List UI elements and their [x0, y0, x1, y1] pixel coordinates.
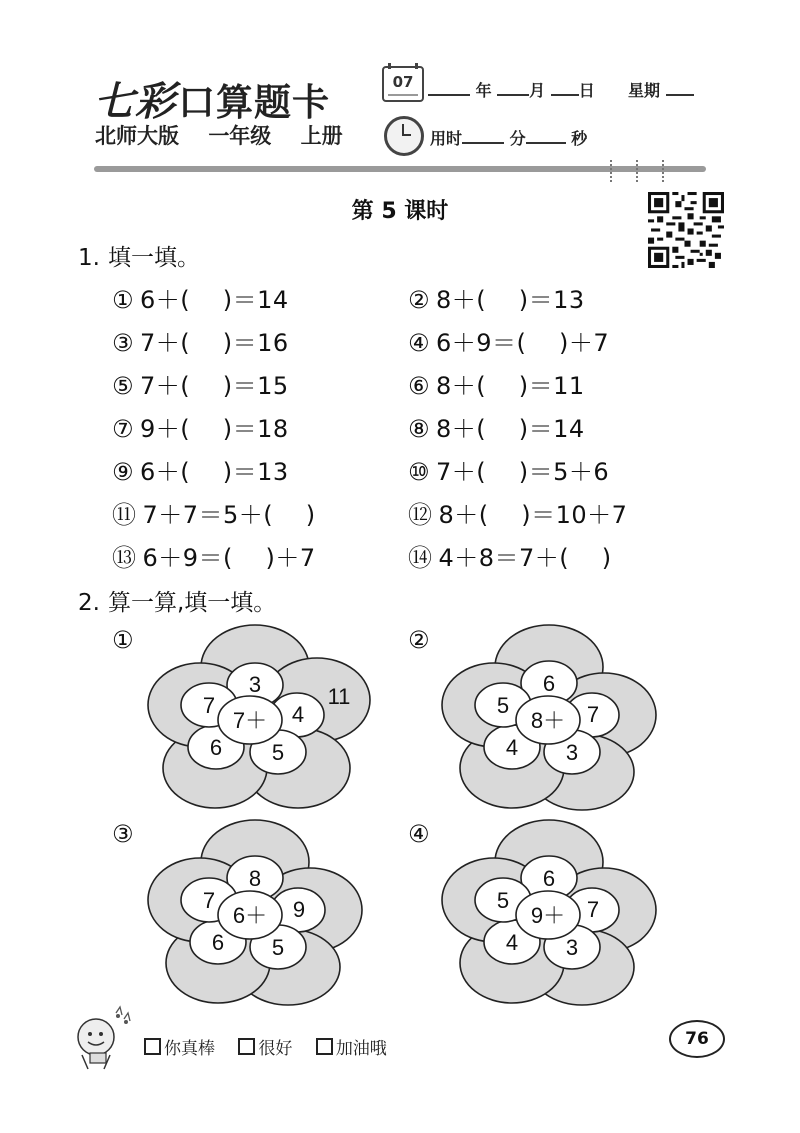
seconds-blank[interactable] [526, 128, 566, 144]
equation-item[interactable]: ⑫ 8＋( )＝10＋7 [408, 501, 628, 529]
weekday-label: 星期 [627, 81, 660, 100]
rating-options [144, 1034, 405, 1059]
calendar-icon [382, 66, 424, 102]
calendar-day: 07 [392, 73, 414, 91]
equation-item[interactable]: ⑩ 7＋( )＝5＋6 [408, 458, 610, 486]
clock-icon [384, 116, 424, 156]
petal-number: 4 [291, 702, 305, 727]
brand-title-part1: 七彩 [94, 78, 176, 125]
petal-number: 3 [565, 935, 579, 960]
petal-number: 5 [271, 935, 285, 960]
section2-title: 算一算,填一填。 [107, 590, 277, 616]
rating-option-great[interactable]: 你真棒 [144, 1039, 215, 1059]
mascot-icon [68, 1003, 138, 1073]
petal-number: 3 [565, 740, 579, 765]
flower-label: ③ [112, 820, 134, 848]
center-operator: 7＋ [232, 708, 268, 733]
flower-diagram [434, 815, 664, 1005]
brand-title-part2: 口算题卡 [178, 81, 330, 124]
equation-item[interactable]: ⑬ 6＋9＝( )＋7 [112, 544, 316, 572]
equation-item[interactable]: ⑧ 8＋( )＝14 [408, 415, 585, 443]
month-blank[interactable] [497, 80, 529, 96]
equation-item[interactable]: ② 8＋( )＝13 [408, 286, 585, 314]
flower-diagram [140, 620, 370, 810]
center-operator: 9＋ [530, 903, 566, 928]
section2-number: 2. [78, 590, 100, 616]
center-operator: 6＋ [232, 903, 268, 928]
binding-mark [636, 160, 643, 182]
section1-heading [78, 239, 200, 272]
equation-item[interactable]: ⑨ 6＋( )＝13 [112, 458, 289, 486]
petal-number: 3 [248, 672, 262, 697]
equation-item[interactable]: ⑥ 8＋( )＝11 [408, 372, 585, 400]
seconds-label: 秒 [571, 129, 588, 148]
center-operator: 8＋ [530, 708, 566, 733]
year-blank[interactable] [428, 80, 470, 96]
petal-number: 6 [542, 671, 556, 696]
brand-title [94, 70, 330, 127]
weekday-blank[interactable] [666, 80, 694, 96]
petal-number: 4 [505, 735, 519, 760]
minutes-blank[interactable] [462, 128, 504, 144]
equation-item[interactable]: ⑤ 7＋( )＝15 [112, 372, 289, 400]
equation-item[interactable]: ⑭ 4＋8＝7＋( ) [408, 544, 612, 572]
equation-item[interactable]: ④ 6＋9＝( )＋7 [408, 329, 610, 357]
binding-mark [610, 160, 617, 182]
flower-label: ④ [408, 820, 430, 848]
flower-diagram [434, 620, 664, 810]
time-used-label: 用时 [430, 129, 463, 148]
month-label: 月 [529, 81, 546, 100]
flower-diagram [140, 815, 370, 1005]
qr-code-icon[interactable] [648, 192, 724, 268]
rating-option-try-harder[interactable]: 加油哦 [316, 1039, 387, 1059]
volume-label: 上册 [300, 124, 343, 148]
petal-number: 7 [586, 897, 600, 922]
minutes-label: 分 [509, 129, 526, 148]
date-line [428, 78, 694, 101]
outer-number: 11 [327, 684, 351, 709]
book-info [95, 120, 365, 150]
petal-number: 6 [211, 930, 225, 955]
checkbox[interactable] [316, 1038, 333, 1055]
petal-number: 6 [542, 866, 556, 891]
equation-item[interactable]: ③ 7＋( )＝16 [112, 329, 289, 357]
petal-number: 5 [496, 693, 510, 718]
section2-heading [78, 584, 276, 617]
petal-number: 5 [271, 740, 285, 765]
page-number: 76 [669, 1020, 725, 1058]
edition-label: 北师大版 [95, 124, 179, 148]
binding-mark [662, 160, 669, 182]
petal-number: 7 [202, 888, 216, 913]
flower-label: ① [112, 626, 134, 654]
petal-number: 9 [292, 897, 306, 922]
section1-number: 1. [78, 245, 100, 271]
equation-item[interactable]: ⑦ 9＋( )＝18 [112, 415, 289, 443]
day-blank[interactable] [551, 80, 579, 96]
day-label: 日 [578, 81, 595, 100]
year-label: 年 [475, 81, 492, 100]
equation-item[interactable]: ⑪ 7＋7＝5＋( ) [112, 501, 316, 529]
section1-title: 填一填。 [107, 245, 200, 271]
checkbox[interactable] [144, 1038, 161, 1055]
flower-label: ② [408, 626, 430, 654]
petal-number: 6 [209, 735, 223, 760]
grade-label: 一年级 [208, 124, 272, 148]
rating-option-good[interactable]: 很好 [238, 1039, 292, 1059]
petal-number: 4 [505, 930, 519, 955]
petal-number: 7 [586, 702, 600, 727]
time-used-line [430, 126, 587, 149]
petal-number: 8 [248, 866, 262, 891]
lesson-title: 第 5 课时 [351, 199, 449, 224]
equation-item[interactable]: ① 6＋( )＝14 [112, 286, 289, 314]
checkbox[interactable] [238, 1038, 255, 1055]
petal-number: 5 [496, 888, 510, 913]
petal-number: 7 [202, 693, 216, 718]
